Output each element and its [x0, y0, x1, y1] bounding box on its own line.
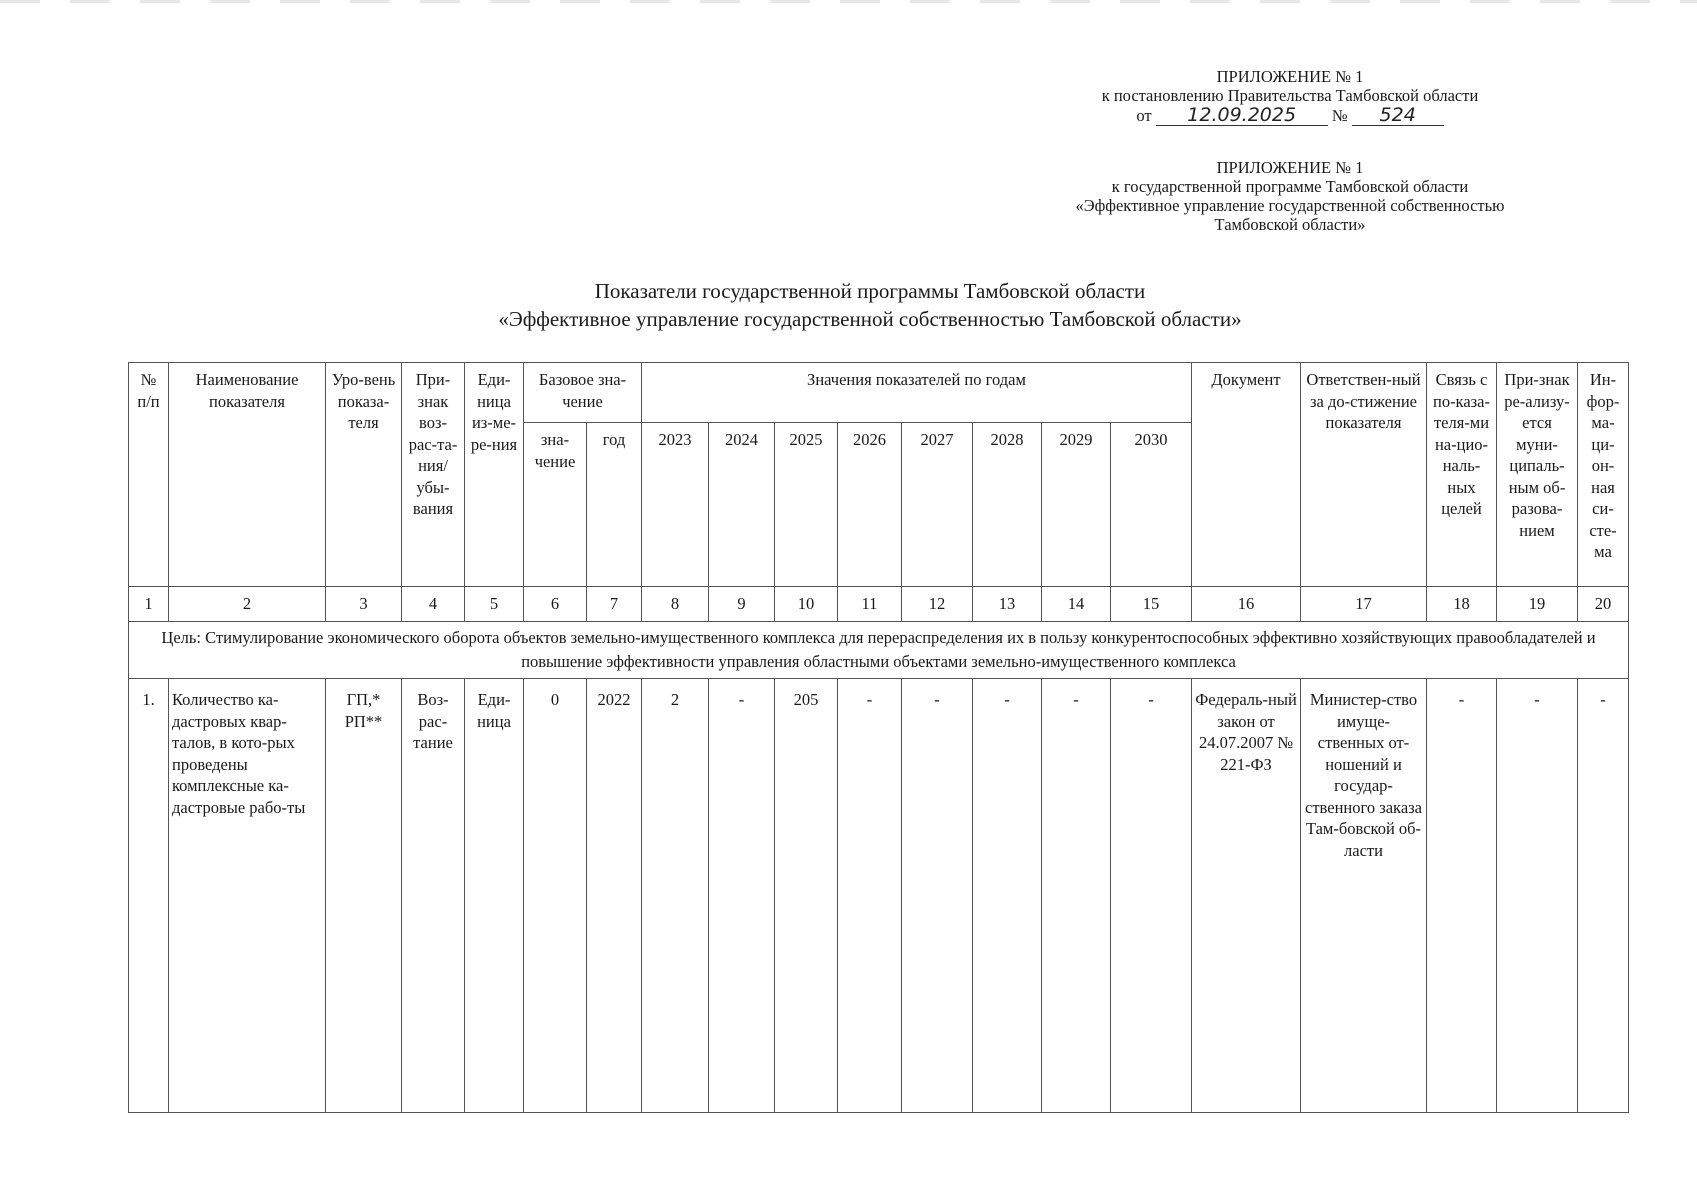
- header-document: Документ: [1192, 363, 1301, 587]
- document-title-line-2: «Эффективное управление государственной собственностью Тамбовской области»: [498, 307, 1242, 331]
- header-name: Наименование показателя: [169, 363, 326, 587]
- header-municipal: При-знак ре-ализу-ется муни-ципаль-ным об-разова-нием: [1497, 363, 1578, 587]
- column-number: 13: [973, 587, 1042, 622]
- row-year-value: 2: [642, 679, 709, 1113]
- document-title: [340, 277, 1400, 333]
- row-year-value: 205: [775, 679, 838, 1113]
- column-number: 19: [1497, 587, 1578, 622]
- handwritten-number: 524: [1352, 105, 1444, 126]
- row-year-value: -: [1042, 679, 1111, 1113]
- row-unit: Еди-ница: [465, 679, 524, 1113]
- appendix-program-line: к государственной программе Тамбовской области: [1111, 177, 1469, 196]
- indicators-table: [128, 362, 1629, 1113]
- column-number: 9: [709, 587, 775, 622]
- row-document: Федераль-ный закон от 24.07.2007 № 221-ФЗ: [1192, 679, 1301, 1113]
- column-number: 12: [902, 587, 973, 622]
- appendix-program-name-end: Тамбовской области»: [1214, 215, 1366, 234]
- row-year-value: -: [838, 679, 902, 1113]
- column-number: 3: [326, 587, 402, 622]
- header-year: 2028: [973, 423, 1042, 587]
- column-number: 7: [587, 587, 642, 622]
- column-number: 20: [1578, 587, 1629, 622]
- handwritten-date: 12.09.2025: [1156, 105, 1328, 126]
- header-base: Базовое зна-чение: [524, 363, 642, 423]
- header-num: № п/п: [129, 363, 169, 587]
- column-number: 16: [1192, 587, 1301, 622]
- row-num: 1.: [129, 679, 169, 1113]
- row-trend: Воз-рас-тание: [402, 679, 465, 1113]
- column-number: 5: [465, 587, 524, 622]
- header-year: 2024: [709, 423, 775, 587]
- goal-row: Цель: Стимулирование экономического оборота объектов земельно-имущественного комплекса для перераспределения их в пользу конкурентоспособных эффективно хозяйствующих правообладателей и повышение эффективности управления областными объектами земельно-имущественного комплекса: [129, 622, 1629, 679]
- column-number: 14: [1042, 587, 1111, 622]
- header-national-goals: Связь с по-каза-теля-ми на-цио-наль-ных целей: [1427, 363, 1497, 587]
- appendix-resolution-line: к постановлению Правительства Тамбовской области: [1101, 86, 1479, 105]
- header-info-system: Ин-фор-ма-ци-он-ная си-сте-ма: [1578, 363, 1629, 587]
- scan-edge-artifact: [0, 0, 1697, 3]
- column-number: 2: [169, 587, 326, 622]
- column-number: 4: [402, 587, 465, 622]
- row-level: ГП,* РП**: [326, 679, 402, 1113]
- row-responsible: Министер-ство имуще-ственных от-ношений и государ-ственного заказа Там-бовской об-ласти: [1301, 679, 1427, 1113]
- row-year-value: -: [973, 679, 1042, 1113]
- row-year-value: -: [902, 679, 973, 1113]
- row-indicator-name: Количество ка-дастровых квар-талов, в кото-рых проведены комплексные ка-дастровые рабо-ты: [169, 679, 326, 1113]
- header-trend: При-знак воз-рас-та-ния/ убы-вания: [402, 363, 465, 587]
- column-number: 1: [129, 587, 169, 622]
- table-row: [129, 679, 1629, 1113]
- document-title-line-1: Показатели государственной программы Тамбовской области: [594, 279, 1146, 303]
- row-national-goals: -: [1427, 679, 1497, 1113]
- row-base-year: 2022: [587, 679, 642, 1113]
- appendix-resolution-block: [1050, 67, 1530, 126]
- header-year: 2026: [838, 423, 902, 587]
- column-number: 6: [524, 587, 587, 622]
- header-year: 2025: [775, 423, 838, 587]
- header-base-year: год: [587, 423, 642, 587]
- date-label: от: [1136, 106, 1152, 125]
- header-year: 2023: [642, 423, 709, 587]
- column-number: 15: [1111, 587, 1192, 622]
- row-base-value: 0: [524, 679, 587, 1113]
- column-number: 18: [1427, 587, 1497, 622]
- appendix-title: ПРИЛОЖЕНИЕ № 1: [1216, 158, 1364, 177]
- header-base-value: зна-чение: [524, 423, 587, 587]
- column-number: 11: [838, 587, 902, 622]
- header-year: 2030: [1111, 423, 1192, 587]
- header-year: 2029: [1042, 423, 1111, 587]
- header-unit: Еди-ница из-ме-ре-ния: [465, 363, 524, 587]
- column-number: 17: [1301, 587, 1427, 622]
- header-responsible: Ответствен-ный за до-стижение показателя: [1301, 363, 1427, 587]
- row-info-system: -: [1578, 679, 1629, 1113]
- appendix-program-block: [1010, 158, 1570, 234]
- appendix-title: ПРИЛОЖЕНИЕ № 1: [1216, 67, 1364, 86]
- appendix-program-name: «Эффективное управление государственной собственностью: [1075, 196, 1505, 215]
- row-municipal: -: [1497, 679, 1578, 1113]
- header-level: Уро-вень показа-теля: [326, 363, 402, 587]
- column-number: 10: [775, 587, 838, 622]
- row-year-value: -: [1111, 679, 1192, 1113]
- column-number: 8: [642, 587, 709, 622]
- header-by-years: Значения показателей по годам: [642, 363, 1192, 423]
- appendix-date-number-line: [1050, 105, 1530, 126]
- row-year-value: -: [709, 679, 775, 1113]
- number-label: №: [1331, 106, 1348, 125]
- header-year: 2027: [902, 423, 973, 587]
